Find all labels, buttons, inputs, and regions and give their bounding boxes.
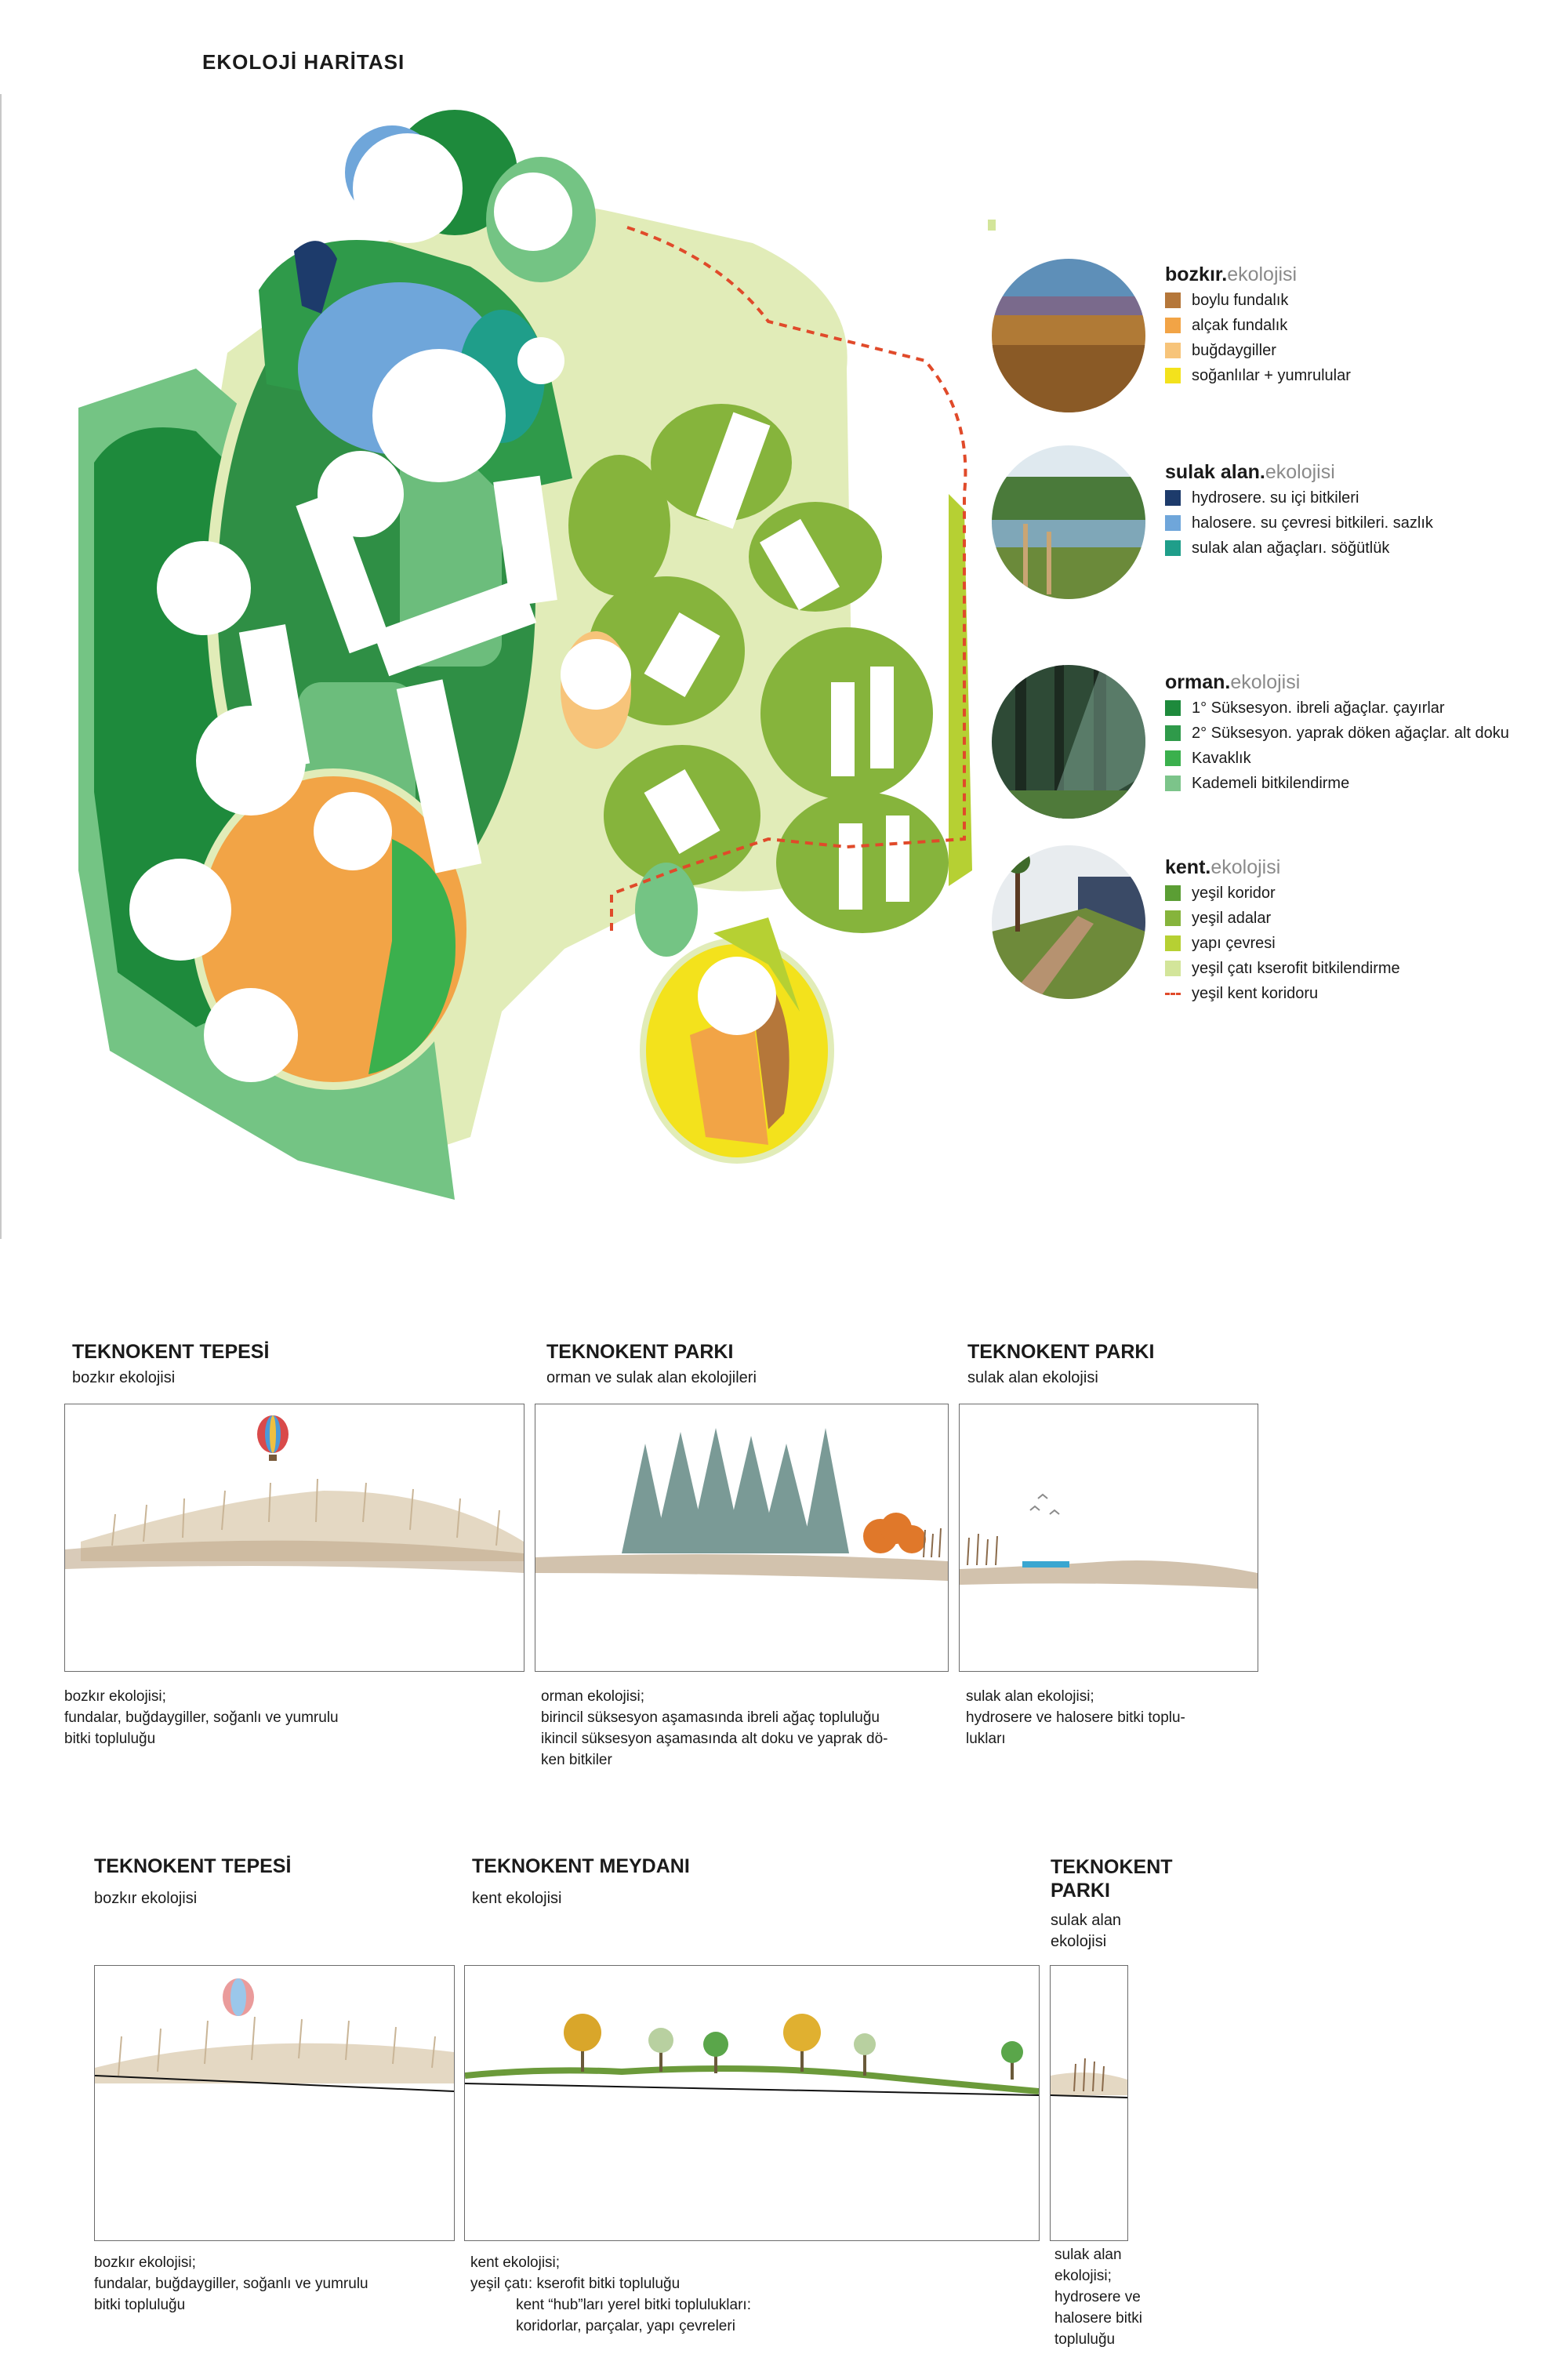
- legend-item: yeşil koridor: [1165, 881, 1400, 906]
- legend-item: yeşil kent koridoru: [1165, 981, 1400, 1006]
- legend-item: 2° Süksesyon. yaprak döken ağaçlar. alt doku: [1165, 721, 1509, 746]
- legend-list-orman: [1165, 696, 1509, 796]
- legend-item: Kademeli bitkilendirme: [1165, 771, 1509, 796]
- hot-air-balloon-icon: [257, 1415, 289, 1461]
- swatch-yesil-koridor: [1165, 885, 1181, 901]
- swatch-yesil-cati: [1165, 961, 1181, 976]
- s2-subtitle-meydan: kent ekolojisi: [472, 1890, 562, 1907]
- s2-title-tepe: TEKNOKENT TEPESİ: [94, 1855, 292, 1877]
- legend-item: soğanlılar + yumrulular: [1165, 363, 1351, 388]
- s1-frame-sulak: [959, 1404, 1258, 1672]
- legend-item: alçak fundalık: [1165, 313, 1351, 338]
- s2-frame-tepe: [94, 1965, 455, 2241]
- swatch-alcak-fundalik: [1165, 318, 1181, 333]
- swatch-yapi-cevresi: [1165, 935, 1181, 951]
- legend-item: boylu fundalık: [1165, 288, 1351, 313]
- s1-title-tepe: TEKNOKENT TEPESİ: [72, 1341, 270, 1363]
- s2-caption-tepe: bozkır ekolojisi; fundalar, buğdaygiller, soğanlı ve yumrulu bitki topluluğu: [94, 2254, 368, 2313]
- s2-subtitle-tepe: bozkır ekolojisi: [94, 1890, 198, 1907]
- s2-caption-meydan: kent ekolojisi; yeşil çatı: kserofit bitki topluluğu kent “hub”ları yerel bitki toplulukları: koridorlar, parçalar, yapı çevreleri: [470, 2254, 751, 2334]
- s2-frame-meydan: [464, 1965, 1040, 2241]
- legend-item: 1° Süksesyon. ibreli ağaçlar. çayırlar: [1165, 696, 1509, 721]
- legend-list-bozkir: [1165, 288, 1351, 388]
- s1-caption-sulak: sulak alan ekolojisi; hydrosere ve halosere bitki toplu- lukları: [966, 1688, 1185, 1747]
- birds-icon: [1030, 1495, 1059, 1514]
- map-tiny-mark: [988, 220, 996, 231]
- s1-title-park: TEKNOKENT PARKI: [546, 1341, 734, 1363]
- swatch-soganlilar: [1165, 368, 1181, 383]
- s1-caption-park: orman ekolojisi; birincil süksesyon aşamasında ibreli ağaç topluluğu ikincil süksesyon aşamasında alt doku ve yaprak dö- ken bitkiler: [541, 1688, 888, 1768]
- legend-item: yeşil adalar: [1165, 906, 1400, 931]
- hot-air-balloon-icon: [223, 1978, 254, 2016]
- legend-list-sulak: [1165, 485, 1433, 561]
- photo-orman: [992, 665, 1145, 819]
- s1-frame-park: [535, 1404, 949, 1672]
- map-island-7: [635, 863, 698, 957]
- map-island-8: [568, 455, 670, 596]
- legend-item: yapı çevresi: [1165, 931, 1400, 956]
- swatch-kavaklik: [1165, 750, 1181, 766]
- swatch-halosere: [1165, 515, 1181, 531]
- legend-heading-sulak: sulak alan.ekolojisi: [1165, 461, 1335, 483]
- legend-heading-bozkir: bozkır.ekolojisi: [1165, 263, 1298, 285]
- s1-frame-tepe: [64, 1404, 524, 1672]
- swatch-ibreli: [1165, 700, 1181, 716]
- legend-item: yeşil çatı kserofit bitkilendirme: [1165, 956, 1400, 981]
- legend-item: sulak alan ağaçları. söğütlük: [1165, 536, 1433, 561]
- map-east-edge: [949, 494, 972, 886]
- s1-subtitle-park-sulak: sulak alan ekolojisi: [967, 1369, 1098, 1386]
- legend-heading-kent: kent.ekolojisi: [1165, 856, 1281, 878]
- legend-item: hydrosere. su içi bitkileri: [1165, 485, 1433, 510]
- s1-subtitle-park: orman ve sulak alan ekolojileri: [546, 1369, 757, 1386]
- swatch-hydrosere: [1165, 490, 1181, 506]
- swatch-kent-koridoru-dash: [1165, 993, 1181, 995]
- left-margin-rule: [0, 94, 2, 1239]
- legend-heading-orman: orman.ekolojisi: [1165, 671, 1301, 693]
- map-title: EKOLOJİ HARİTASI: [202, 50, 405, 74]
- s2-subtitle-park: sulak alan ekolojisi: [1051, 1912, 1122, 1950]
- s1-caption-tepe: bozkır ekolojisi; fundalar, buğdaygiller, soğanlı ve yumrulu bitki topluluğu: [64, 1688, 339, 1747]
- s2-title-meydan: TEKNOKENT MEYDANI: [472, 1855, 690, 1877]
- s1-subtitle-tepe: bozkır ekolojisi: [72, 1369, 176, 1386]
- legend-list-kent: [1165, 881, 1400, 1006]
- ecology-map: [63, 86, 1004, 1215]
- photo-sulak-alan: [992, 445, 1145, 599]
- s2-frame-park: [1050, 1965, 1128, 2241]
- swatch-boylu-fundalik: [1165, 292, 1181, 308]
- s2-title-park: TEKNOKENT PARKI: [1051, 1856, 1173, 1902]
- legend-item: buğdaygiller: [1165, 338, 1351, 363]
- s2-caption-park: sulak alan ekolojisi; hydrosere ve halosere bitki topluluğu: [1054, 2247, 1142, 2348]
- photo-kent: [992, 845, 1145, 999]
- photo-bozkir: [992, 259, 1145, 412]
- swatch-yesil-adalar: [1165, 910, 1181, 926]
- s1-title-park-sulak: TEKNOKENT PARKI: [967, 1341, 1155, 1363]
- swatch-sogutluk: [1165, 540, 1181, 556]
- swatch-yaprak-doken: [1165, 725, 1181, 741]
- swatch-bugdaygiller: [1165, 343, 1181, 358]
- legend-item: Kavaklık: [1165, 746, 1509, 771]
- legend-item: halosere. su çevresi bitkileri. sazlık: [1165, 510, 1433, 536]
- swatch-kademeli: [1165, 776, 1181, 791]
